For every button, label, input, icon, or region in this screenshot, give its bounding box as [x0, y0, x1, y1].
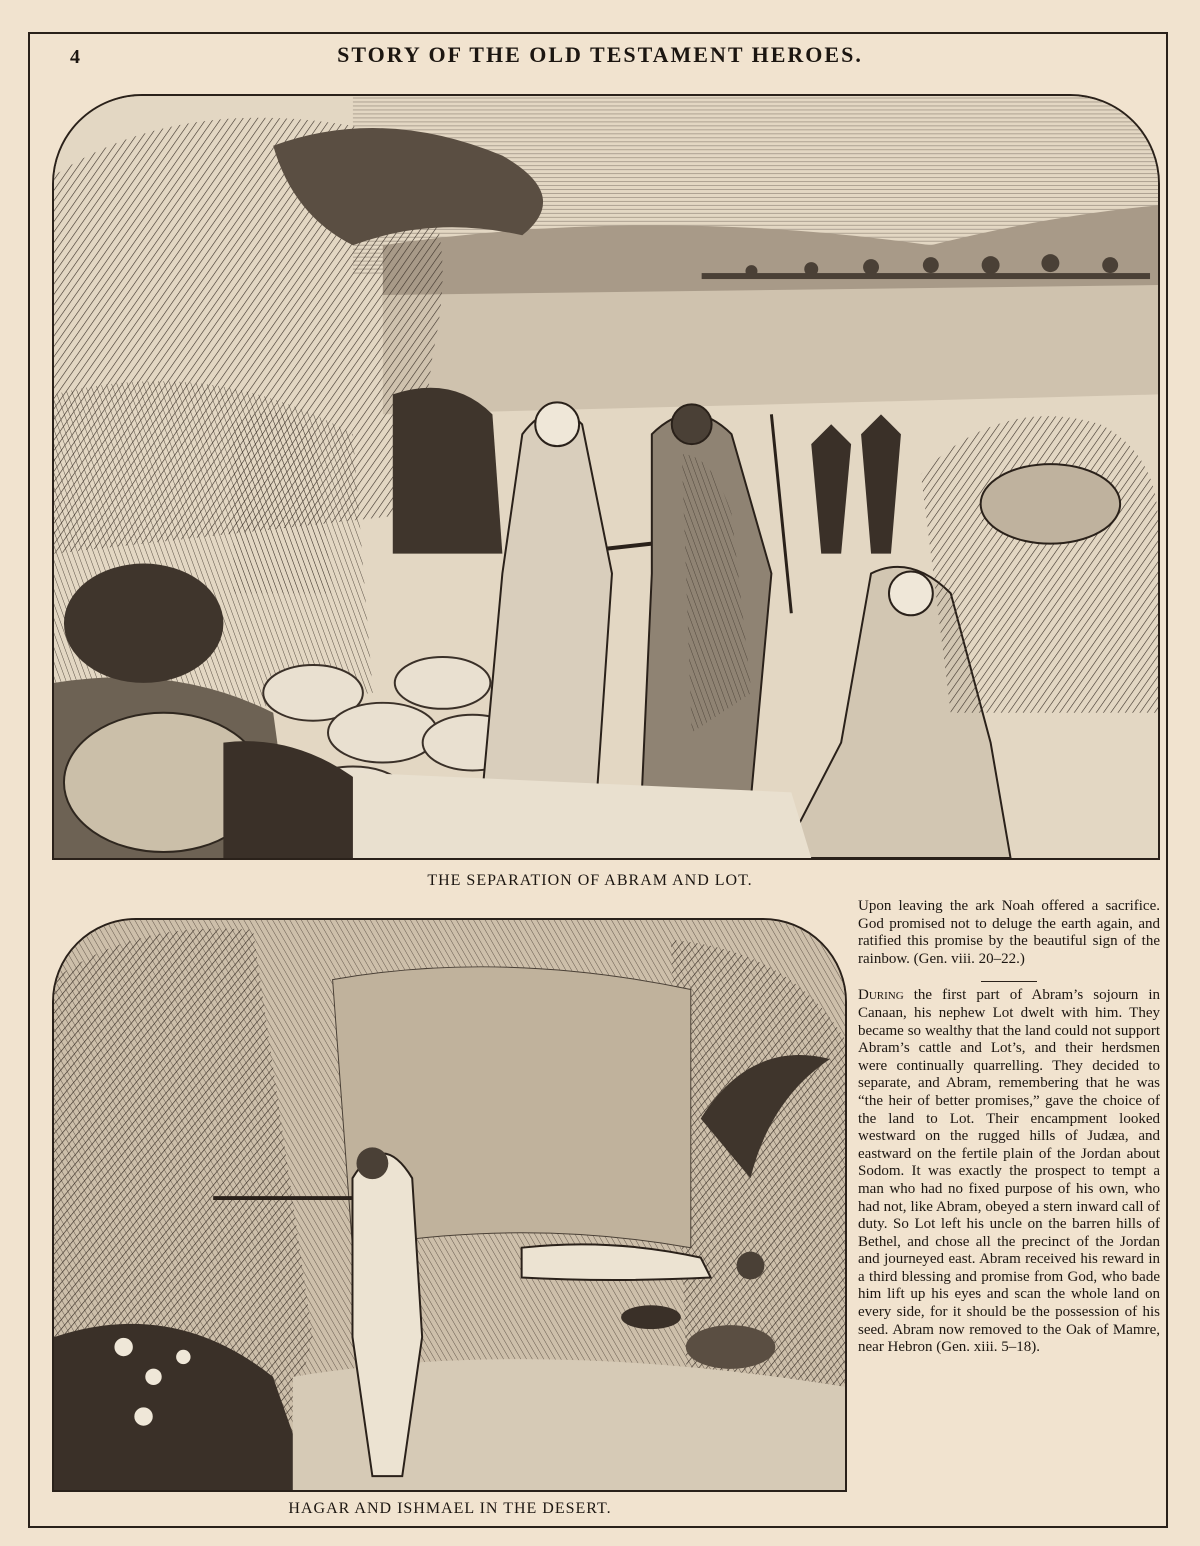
- body-paragraph: [858, 987, 1160, 1356]
- page-number: 4: [70, 46, 80, 68]
- caption-hagar-and-ishmael: HAGAR AND ISHMAEL IN THE DESERT.: [288, 1500, 612, 1517]
- body-lead-word: During: [858, 987, 904, 1004]
- engraving-hagar-and-ishmael: [52, 918, 847, 1492]
- section-divider: [981, 981, 1037, 982]
- intro-paragraph: Upon leaving the ark Noah offered a sacrifice. God promised not to deluge the earth again, and ratified this promise by the beautiful sign of the rainbow. (Gen. viii. 20–22.): [858, 898, 1160, 967]
- sidebar-text-column: [858, 898, 1160, 1357]
- caption-separation-of-abram-and-lot: THE SEPARATION OF ABRAM AND LOT.: [427, 872, 753, 889]
- running-title: STORY OF THE OLD TESTAMENT HEROES.: [337, 42, 863, 67]
- body-text: the first part of Abram’s sojourn in Canaan, his nephew Lot dwelt with him. They became so wealthy that the land could not support Abram’s cattle and Lot’s, and their herdsmen were continually quarrelling. They decided to separate, and Abram, remembering that he was “the heir of better promises,” gave the choice of the land to Lot. Their encampment looked westward on the rugged hills of Judæa, and eastward on the fertile plain of the Jordan about Sodom. It was exactly the prospect to tempt a man who had no fixed purpose of his own, who had not, like Abram, obeyed a stern inward call of duty. So Lot left his uncle on the barren hills of Bethel, and chose all the precinct of the Jordan and journeyed east. Abram received his reward in a third blessing and promise from God, who bade him lift up his eyes and scan the whole land on every side, for it should be the possession of his seed. Abram now removed to the Oak of Mamre, near Hebron (Gen. xiii. 5–18).: [858, 987, 1160, 1356]
- engraving-separation-of-abram-and-lot: [52, 94, 1160, 860]
